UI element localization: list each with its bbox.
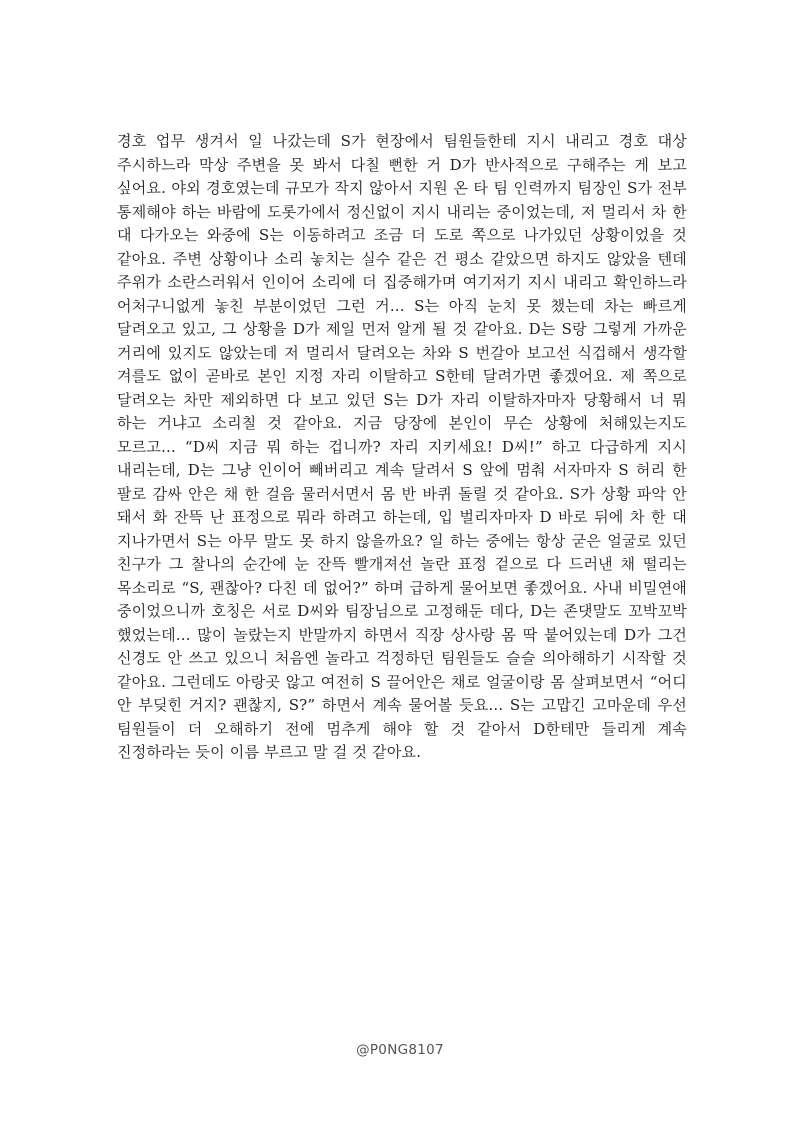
body-paragraph: 경호 업무 생겨서 일 나갔는데 S가 현장에서 팀원들한테 지시 내리고 경호 대상 주시하느라 막상 주변을 못 봐서 다칠 뻔한 거 D가 반사적으로 구해주는 게 보고 싶어요. 야외 경호였는데 규모가 작지 않아서 지원 온 타 팀 인력까지 팀장인 S가 전부 통제해야 하는 바람에 도롯가에서 정신없이 지시 내리는 중이었는데, 저 멀리서 차 한 대 다가오는 와중에 S는 이동하려고 조금 더 도로 쪽으로 나가있던 상황이었을 것 같아요. 주변 상황이나 소리 놓치는 실수 같은 건 평소 같았으면 하지도 않았을 텐데 주위가 소란스러워서 인이어 소리에 더 집중해가며 여기저기 지시 내리고 확인하느라 어처구니없게 놓친 부분이었던 그런 거... S는 아직 눈치 못 챘는데 차는 빠르게 달려오고 있고, 그 상황을 D가 제일 먼저 알게 될 것 같아요. D는 S랑 그렇게 가까운 거리에 있지도 않았는데 저 멀리서 달려오는 차와 S 번갈아 보고선 식겁해서 생각할 겨를도 없이 곧바로 본인 지정 자리 이탈하고 S한테 달려가면 좋겠어요. 제 쪽으로 달려오는 차만 제외하면 다 보고 있던 S는 D가 자리 이탈하자마자 당황해서 너 뭐 하는 거냐고 소리칠 것 같아요. 지금 당장에 본인이 무슨 상황에 처해있는지도 모르고... “D씨 지금 뭐 하는 겁니까? 자리 지키세요! D씨!” 하고 다급하게 지시 내리는데, D는 그냥 인이어 빼버리고 계속 달려서 S 앞에 멈춰 서자마자 S 허리 한 팔로 감싸 안은 채 한 걸음 물러서면서 몸 반 바퀴 돌릴 것 같아요. S가 상황 파악 안 돼서 화 잔뜩 난 표정으로 뭐라 하려고 하는데, 입 벌리자마자 D 바로 뒤에 차 한 대 지나가면서 S는 아무 말도 못 하지 않을까요? 일 하는 중에는 항상 굳은 얼굴로 있던 친구가 그 찰나의 순간에 눈 잔뜩 빨개져선 놀란 표정 겉으로 다 드러낸 채 떨리는 목소리로 “S, 괜찮아? 다친 데 없어?” 하며 급하게 물어보면 좋겠어요. 사내 비밀연애 중이었으니까 호칭은 서로 D씨와 팀장님으로 고정해둔 데다, D는 존댓말도 꼬박꼬박 했었는데... 많이 놀랐는지 반말까지 하면서 직장 상사랑 몸 딱 붙어있는데 D가 그건 신경도 안 쓰고 있으니 처음엔 놀라고 걱정하던 팀원들도 슬슬 의아해하기 시작할 것 같아요. 그런데도 아랑곳 않고 여전히 S 끌어안은 채로 얼굴이랑 몸 살펴보면서 “어디 안 부딪힌 거지? 괜찮지, S?” 하면서 계속 물어볼 듯요... S는 고맙긴 고마운데 우선 팀원들이 더 오해하기 전에 멈추게 해야 할 것 같아서 D한테만 들리게 계속 진정하라는 듯이 이름 부르고 말 걸 것 같아요. [117, 132, 687, 761]
author-handle: @P0NG8107 [356, 1042, 444, 1058]
